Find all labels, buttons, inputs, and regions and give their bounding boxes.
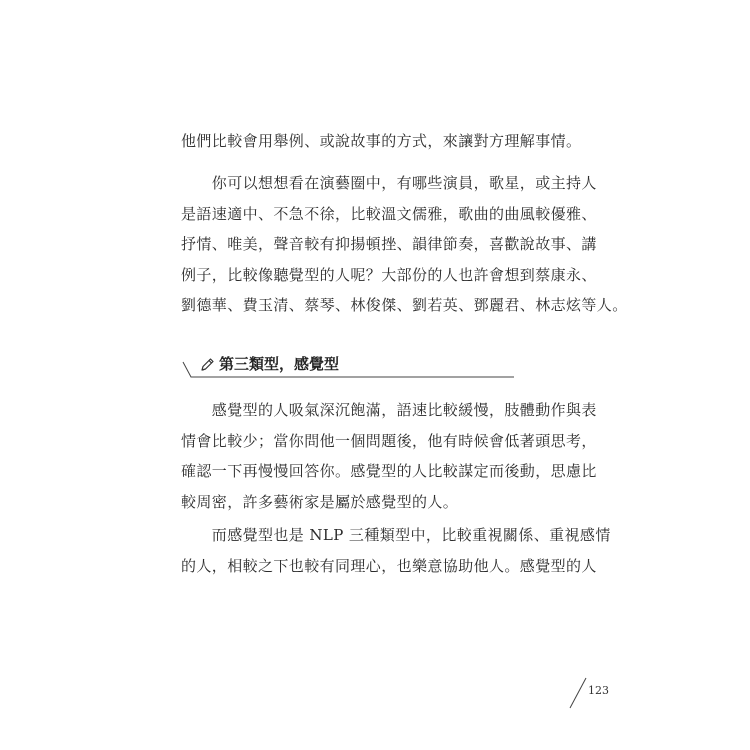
paragraph-line: 例子，比較像聽覺型的人呢？大部份的人也許會想到蔡康永、 [181,265,597,284]
paragraph-4 [181,520,611,581]
page-number-block [566,676,616,710]
paragraph-line: 他們比較會用舉例、或說故事的方式，來讓對方理解事情。 [181,132,582,150]
paragraph-line: 你可以想想看在演藝圈中，有哪些演員，歌星，或主持人 [181,174,597,192]
paragraph-line: 是語速適中、不急不徐，比較溫文儒雅，歌曲的曲風較優雅、 [181,204,597,223]
paragraph-1 [181,126,581,157]
paragraph-line: 較周密，許多藝術家是屬於感覺型的人。 [181,492,459,511]
paragraph-line: 抒情、唯美，聲音較有抑揚頓挫、韻律節奏，喜歡說故事、講 [181,235,597,253]
page-number-slash [566,676,590,710]
paragraph-line: 的人，相較之下也較有同理心，也樂意協助他人。感覺型的人 [181,556,597,575]
page-number: 123 [588,684,609,697]
paragraph-line: 而感覺型也是 NLP 三種類型中，比較重視關係、重視感情 [181,526,611,544]
paragraph-2 [181,168,628,321]
pencil-icon [199,357,215,373]
paragraph-line: 感覺型的人吸氣深沉飽滿，語速比較緩慢，肢體動作與表 [181,401,597,419]
paragraph-line: 情會比較少；當你問他一個問題後，他有時候會低著頭思考， [181,431,597,450]
section-title: 第三類型，感覺型 [219,355,340,373]
paragraph-3 [181,395,597,517]
paragraph-line: 劉德華、費玉清、蔡琴、林俊傑、劉若英、鄧麗君、林志炫等人。 [181,296,628,314]
section-heading [181,352,521,384]
paragraph-line: 確認一下再慢慢回答你。感覺型的人比較謀定而後動，思慮比 [181,462,597,480]
